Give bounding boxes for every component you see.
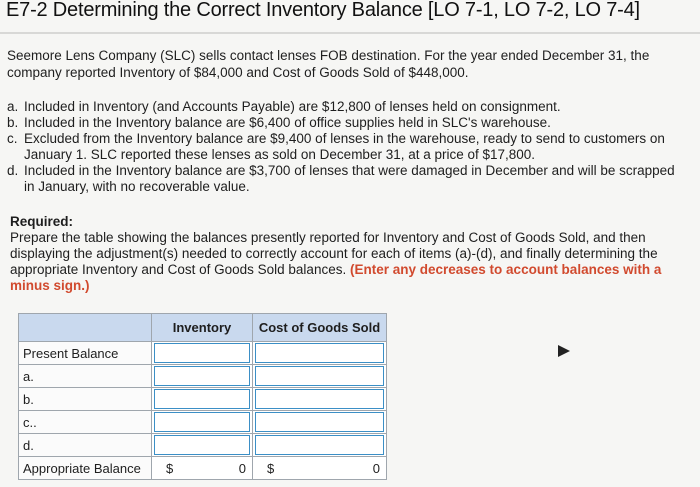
item-text: Included in the Inventory balance are $3,700 of lenses that were damaged in December and will be scrapped in January, with no recoverable value.: [24, 163, 675, 194]
required-instruction: (Enter any decreases to account balances with a minus sign.): [10, 262, 662, 293]
item-label: a.: [7, 99, 19, 114]
row-label-appropriate-balance: Appropriate Balance: [19, 457, 152, 480]
required-text: Prepare the table showing the balances presently reported for Inventory and Cost of Goods Sold, and then displaying the adjustment(s) needed to correctly account for each of items (a)-(d), and finally determining the appropriate Inventory and Cost of Goods Sold balances.: [10, 230, 658, 277]
currency-symbol: $: [166, 460, 174, 476]
inventory-input-d[interactable]: [154, 435, 250, 455]
item-label: b.: [7, 115, 19, 130]
row-label-present-balance: Present Balance: [19, 342, 152, 365]
list-item: [7, 115, 679, 131]
problem-intro: Seemore Lens Company (SLC) sells contact lenses FOB destination. For the year ended December 31, the company reported Inventory of $84,000 and Cost of Goods Sold of $448,000.: [7, 48, 650, 80]
cogs-input-c[interactable]: [255, 412, 384, 432]
row-label-d: d.: [19, 434, 152, 457]
table-row: [19, 411, 387, 434]
row-label-c: c..: [19, 411, 152, 434]
table-header-row: [19, 314, 387, 342]
currency-symbol: $: [267, 460, 275, 476]
inventory-input-a[interactable]: [154, 366, 250, 386]
item-text: Included in Inventory (and Accounts Payable) are $12,800 of lenses held on consignment.: [24, 99, 561, 114]
cogs-input-a[interactable]: [255, 366, 384, 386]
inventory-table: [18, 313, 387, 480]
inventory-input-c[interactable]: [154, 412, 250, 432]
cogs-input-present[interactable]: [255, 343, 384, 363]
table-row: [19, 388, 387, 411]
cogs-total-value: 0: [372, 460, 380, 476]
header-blank: [19, 314, 152, 342]
header-inventory: Inventory: [152, 314, 253, 342]
page-title: E7-2 Determining the Correct Inventory Balance [LO 7-1, LO 7-2, LO 7-4]: [6, 0, 640, 21]
row-label-a: a.: [19, 365, 152, 388]
cogs-input-d[interactable]: [255, 435, 384, 455]
table-row: [19, 365, 387, 388]
required-label: Required:: [10, 214, 74, 229]
row-label-b: b.: [19, 388, 152, 411]
list-item: [7, 99, 679, 115]
mouse-cursor-icon: [558, 345, 570, 357]
item-list: [7, 99, 679, 195]
table-row: [19, 434, 387, 457]
table-row: [19, 342, 387, 365]
inventory-input-b[interactable]: [154, 389, 250, 409]
item-label: d.: [7, 163, 19, 178]
item-text: Included in the Inventory balance are $6,400 of office supplies held in SLC's warehouse.: [24, 115, 551, 130]
header-cogs: Cost of Goods Sold: [253, 314, 387, 342]
list-item: [7, 131, 679, 163]
item-text: Excluded from the Inventory balance are $9,400 of lenses in the warehouse, ready to send to customers on January 1. SLC reported these lenses as sold on December 31, at a price of $17,800.: [24, 131, 665, 162]
item-label: c.: [7, 131, 18, 146]
required-section: [10, 214, 670, 294]
cogs-input-b[interactable]: [255, 389, 384, 409]
inventory-total-value: 0: [238, 460, 246, 476]
table-total-row: [19, 457, 387, 480]
inventory-input-present[interactable]: [154, 343, 250, 363]
title-divider: [0, 32, 700, 34]
list-item: [7, 163, 679, 195]
cogs-total: [253, 457, 386, 479]
inventory-total: [152, 457, 252, 479]
